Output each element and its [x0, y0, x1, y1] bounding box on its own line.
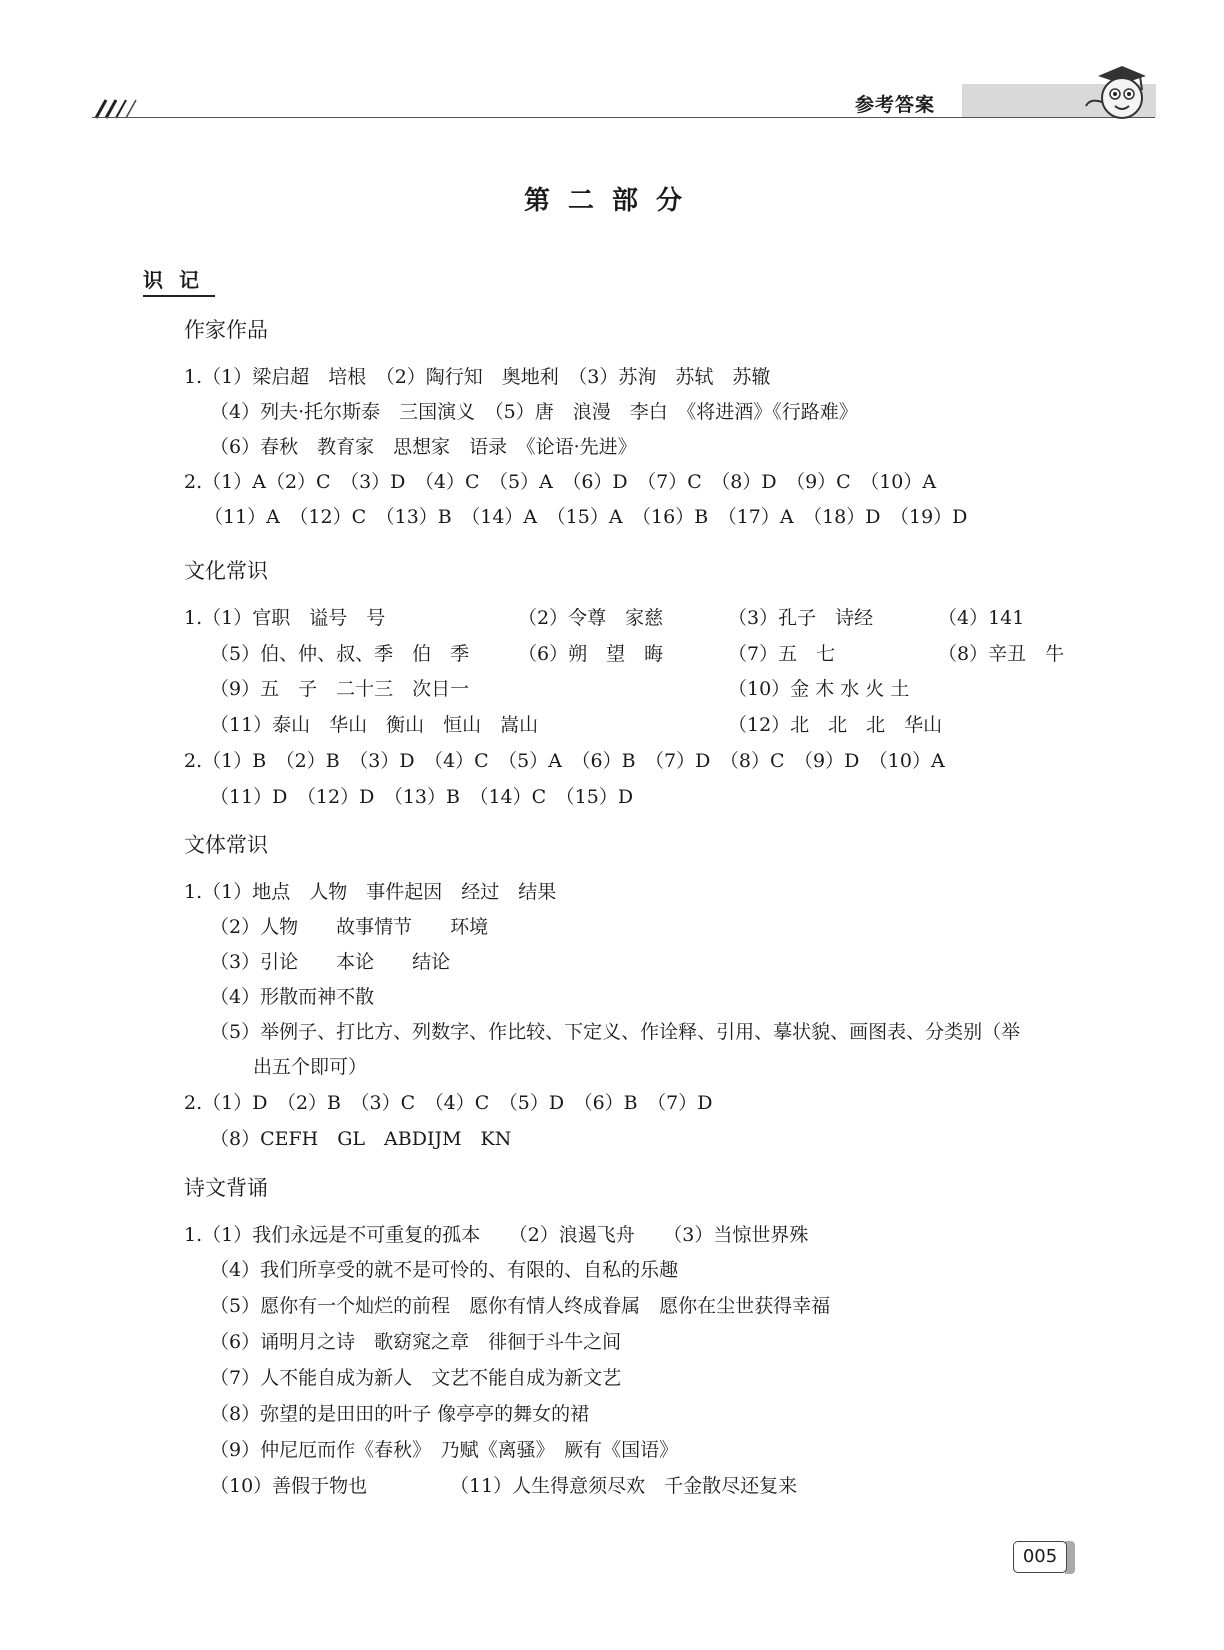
answer-line: （5）伯、仲、叔、季 伯 季: [210, 643, 470, 665]
answer-line: 出五个即可）: [253, 1056, 368, 1078]
answer-line: （2）令尊 家慈: [518, 607, 664, 629]
answer-line: （7）五 七: [728, 643, 836, 665]
subsection-title-recitation: 诗文背诵: [184, 1176, 268, 1200]
subsection-title-culture: 文化常识: [184, 559, 268, 583]
answer-line: （11）人生得意须尽欢 千金散尽还复来: [450, 1475, 798, 1497]
answer-line: （12）北 北 北 华山: [728, 714, 943, 736]
header-title: 参考答案: [855, 94, 936, 116]
answer-line: （5）举例子、打比方、列数字、作比较、下定义、作诠释、引用、摹状貌、画图表、分类别（举: [210, 1021, 1021, 1043]
answer-line: （4）141: [938, 607, 1025, 629]
answer-line: （10）善假于物也: [210, 1475, 368, 1497]
mascot-icon: [1078, 62, 1158, 122]
answer-line: （11）A （12）C （13）B （14）A （15）A （16）B （17）A （18）D （19）D: [204, 506, 968, 528]
answer-line: 1.（1）地点 人物 事件起因 经过 结果: [184, 881, 557, 903]
answer-line: （11）泰山 华山 衡山 恒山 嵩山: [210, 714, 539, 736]
answer-line: 2.（1）A（2）C （3）D （4）C （5）A （6）D （7）C （8）D （9）C （10）A: [184, 471, 937, 493]
answer-line: （4）我们所享受的就不是可怜的、有限的、自私的乐趣: [210, 1259, 679, 1281]
answer-line: 2.（1）B （2）B （3）D （4）C （5）A （6）B （7）D （8）C （9）D （10）A: [184, 750, 945, 772]
answer-line: 1.（1）梁启超 培根 （2）陶行知 奥地利 （3）苏洵 苏轼 苏辙: [184, 366, 771, 388]
answer-line: （10）金 木 水 火 土: [728, 678, 910, 700]
answer-line: （6）春秋 教育家 思想家 语录 《论语·先进》: [210, 436, 637, 458]
answer-line: （8）CEFH GL ABDIJM KN: [210, 1128, 512, 1150]
answer-line: （9）仲尼厄而作《春秋》 乃赋《离骚》 厥有《国语》: [210, 1439, 679, 1461]
answer-line: （7）人不能自成为新人 文艺不能自成为新文艺: [210, 1367, 622, 1389]
answer-line: （3）孔子 诗经: [728, 607, 874, 629]
answer-line: （3）引论 本论 结论: [210, 951, 451, 973]
section-heading: 识记: [143, 264, 215, 297]
subsection-title-genres: 文体常识: [184, 833, 268, 857]
answer-line: 1.（1）我们永远是不可重复的孤本 （2）浪遏飞舟 （3）当惊世界殊: [184, 1224, 809, 1246]
header-rule: [92, 117, 1155, 118]
answer-line: 1.（1）官职 谥号 号: [184, 607, 386, 629]
answer-line: （4）列夫·托尔斯泰 三国演义 （5）唐 浪漫 李白 《将进酒》《行路难》: [210, 401, 858, 423]
answer-line: （5）愿你有一个灿烂的前程 愿你有情人终成眷属 愿你在尘世获得幸福: [210, 1295, 831, 1317]
answer-line: （6）朔 望 晦: [518, 643, 664, 665]
part-title: 第二部分: [523, 186, 700, 216]
page-number: 005: [1013, 1541, 1067, 1573]
answer-line: 2.（1）D （2）B （3）C （4）C （5）D （6）B （7）D: [184, 1092, 713, 1114]
answer-line: （11）D （12）D （13）B （14）C （15）D: [210, 786, 634, 808]
answer-line: （4）形散而神不散: [210, 986, 375, 1008]
subsection-title-authors-works: 作家作品: [184, 318, 268, 342]
answer-line: （2）人物 故事情节 环境: [210, 916, 489, 938]
answer-line: （6）诵明月之诗 歌窈窕之章 徘徊于斗牛之间: [210, 1331, 622, 1353]
answer-line: （9）五 子 二十三 次日一: [210, 678, 470, 700]
answer-line: （8）辛丑 牛: [938, 643, 1065, 665]
answer-line: （8）弥望的是田田的叶子 像亭亭的舞女的裙: [210, 1403, 590, 1425]
